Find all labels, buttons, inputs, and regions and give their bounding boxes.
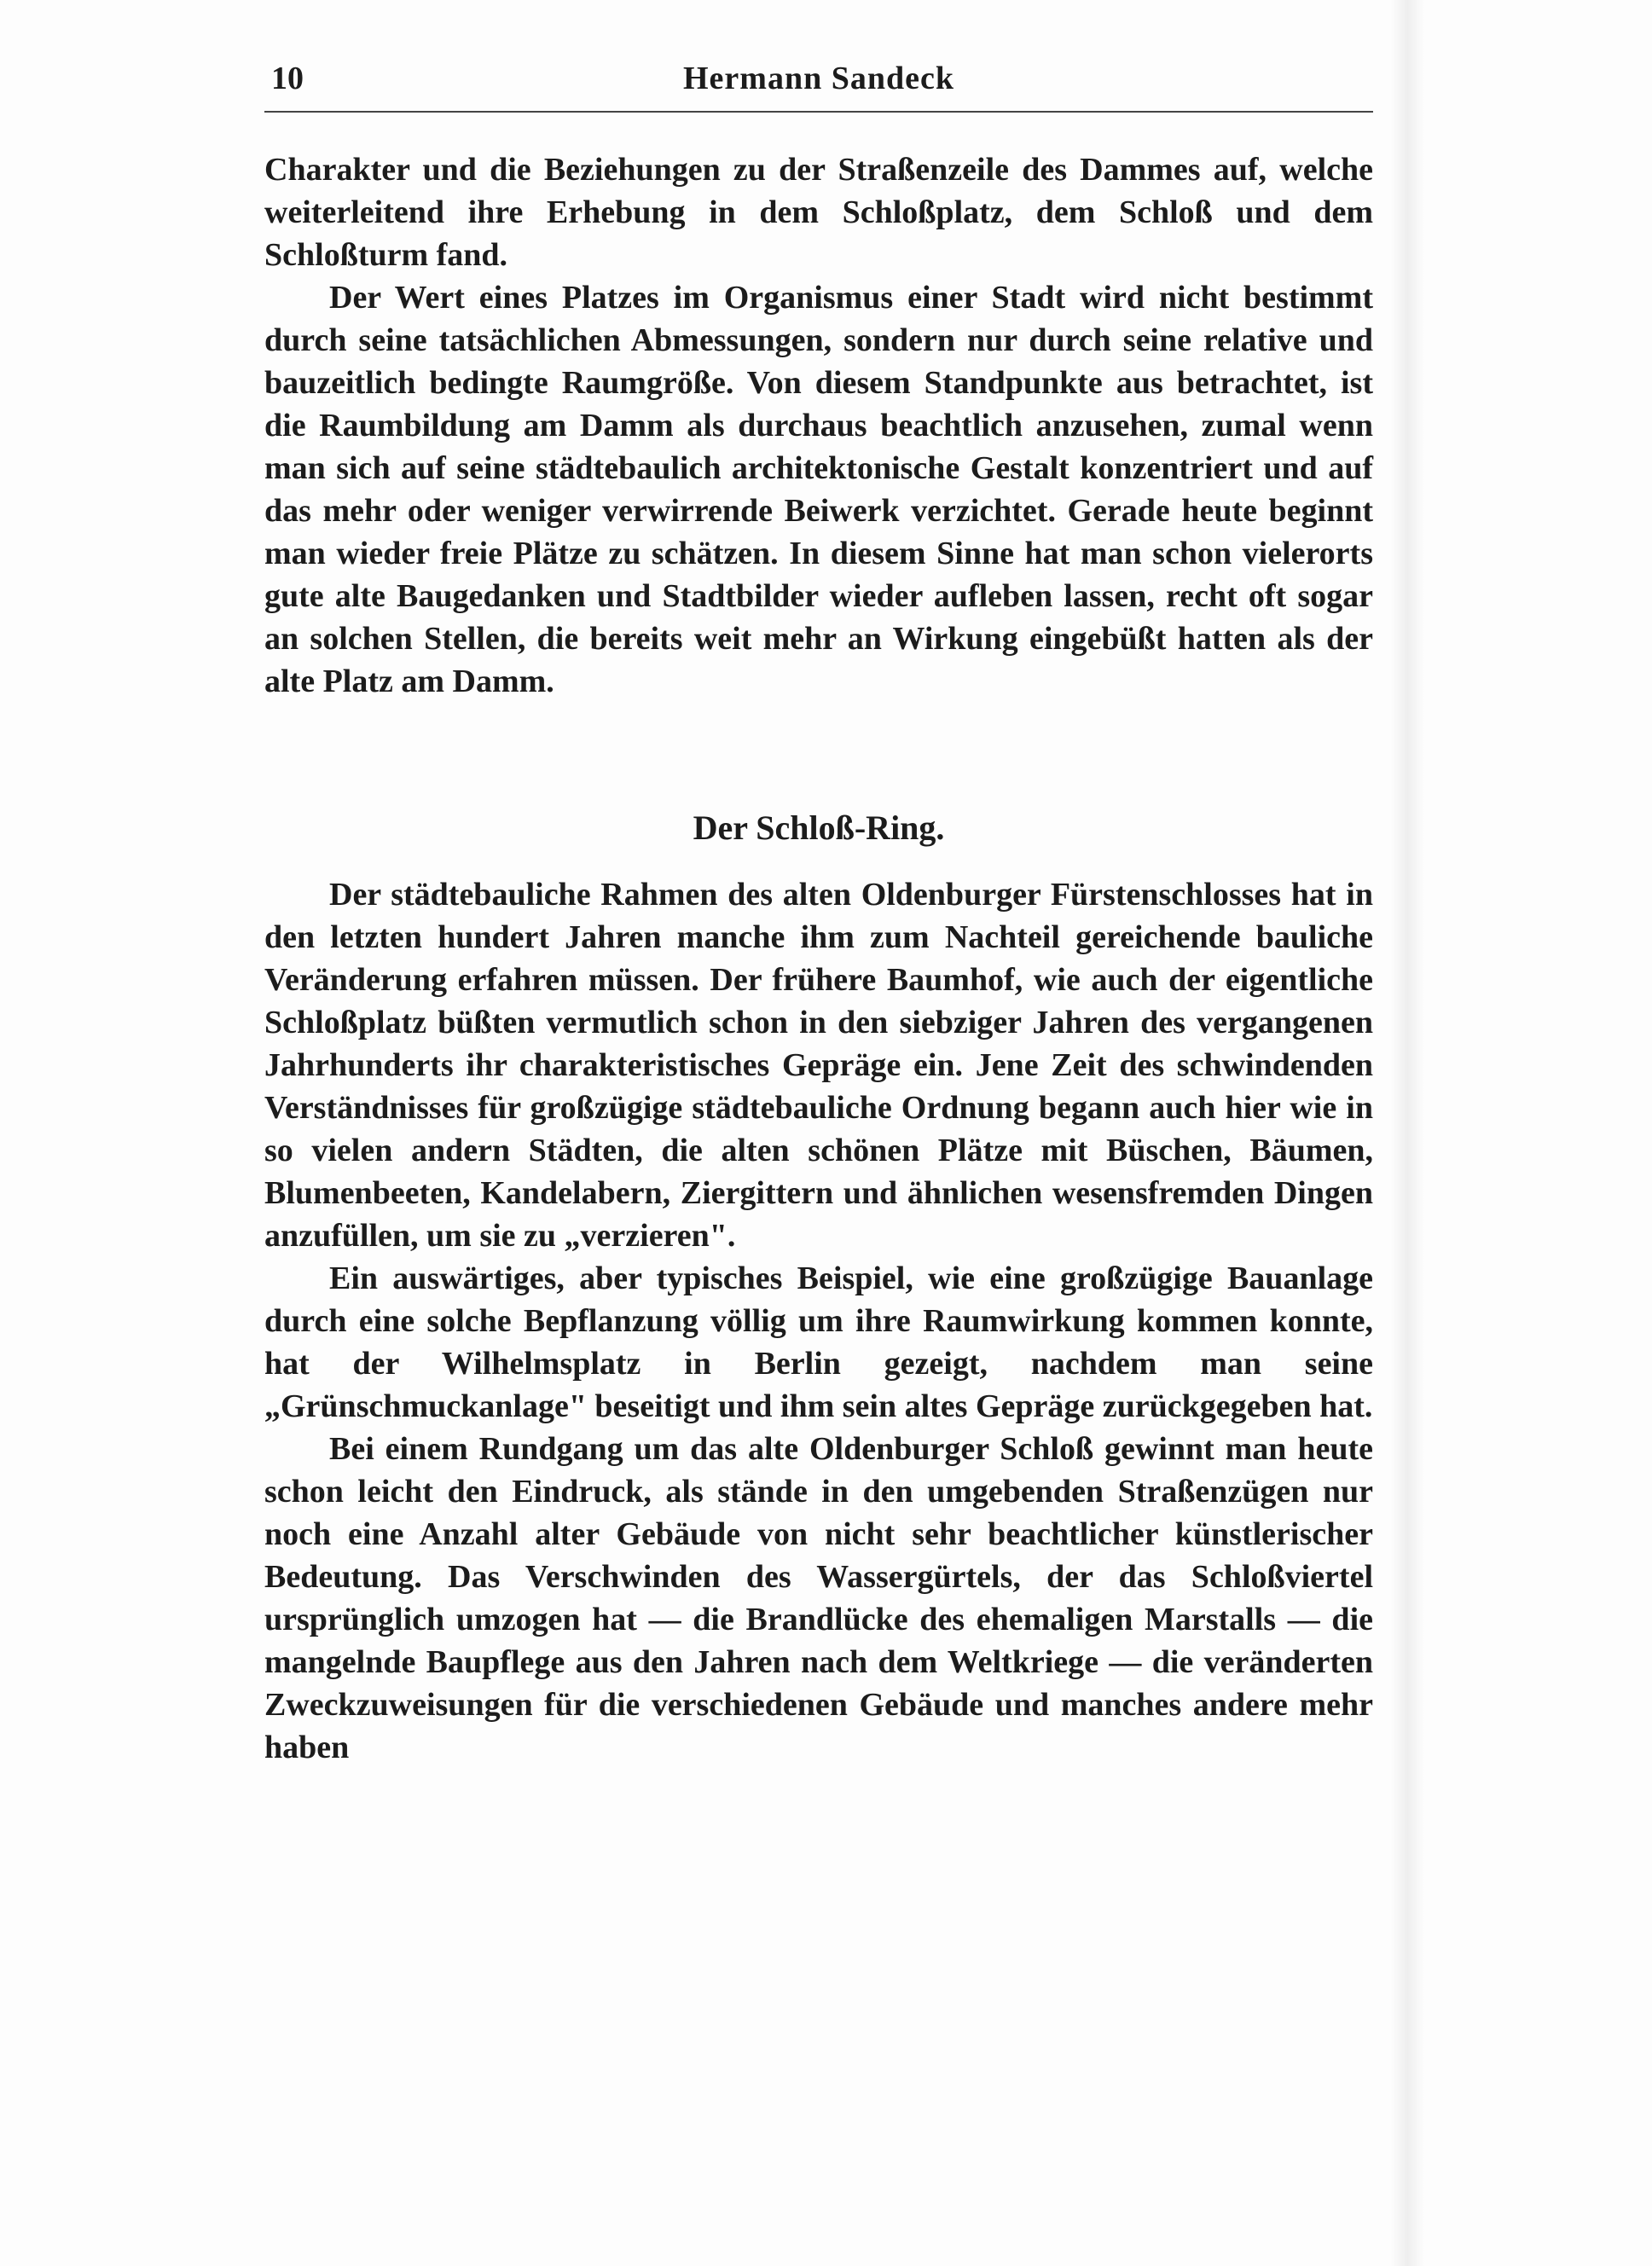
book-page [264, 51, 1373, 1769]
body-text [264, 148, 1373, 1769]
paragraph-continued: Charakter und die Beziehungen zu der Straßenzeile des Dammes auf, welche weiterleitend ihre Erhebung in dem Schloßplatz, dem Schloß und dem Schloßturm fand. [264, 152, 1373, 273]
running-header [264, 51, 1373, 113]
paragraph: Der Wert eines Platzes im Organismus einer Stadt wird nicht bestimmt durch seine tatsächlichen Abmessungen, sondern nur durch seine relative und bauzeitlich bedingte Raumgröße. Von diesem Standpunkte aus betrachtet, ist die Raumbildung am Damm als durchaus beachtlich anzusehen, zumal wenn man sich auf seine städtebaulich architektonische Gestalt konzentriert und auf das mehr oder weniger verwirrende Beiwerk verzichtet. Gerade heute beginnt man wieder freie Plätze zu schätzen. In diesem Sinne hat man schon vielerorts gute alte Baugedanken und Stadtbilder wieder aufleben lassen, recht oft sogar an solchen Stellen, die bereits weit mehr an Wirkung eingebüßt hatten als der alte Platz am Damm. [264, 280, 1373, 699]
paragraph: Ein auswärtiges, aber typisches Beispiel, wie eine großzügige Bauanlage durch eine solche Bepflanzung völlig um ihre Raumwirkung kommen konnte, hat der Wilhelmsplatz in Berlin gezeigt, nachdem man seine „Grünschmuckanlage" beseitigt und ihm sein altes Gepräge zurückgegeben hat. [264, 1260, 1373, 1424]
scan-edge-shadow [1390, 0, 1424, 2266]
running-title: Hermann Sandeck [683, 61, 954, 96]
page-number: 10 [271, 61, 304, 96]
paragraph: Der städtebauliche Rahmen des alten Oldenburger Fürstenschlosses hat in den letzten hundert Jahren manche ihm zum Nachteil gereichende bauliche Veränderung erfahren müssen. Der frühere Baumhof, wie auch der eigentliche Schloßplatz büßten vermutlich schon in den siebziger Jahren des vergangenen Jahrhunderts ihr charakteristisches Gepräge ein. Jene Zeit des schwindenden Verständnisses für großzügige städtebauliche Ordnung begann auch hier wie in so vielen andern Städten, die alten schönen Plätze mit Büschen, Bäumen, Blumenbeeten, Kandelabern, Ziergittern und ähnlichen wesensfremden Dingen anzufüllen, um sie zu „verzieren". [264, 877, 1373, 1254]
section-heading: Der Schloß-Ring. [693, 808, 945, 847]
paragraph: Bei einem Rundgang um das alte Oldenburger Schloß gewinnt man heute schon leicht den Eindruck, als stände in den umgebenden Straßenzügen nur noch eine Anzahl alter Gebäude von nicht sehr beachtlicher künstlerischer Bedeutung. Das Verschwinden des Wassergürtels, der das Schloßviertel ursprünglich umzogen hat — die Brandlücke des ehemaligen Marstalls — die mangelnde Baupflege aus den Jahren nach dem Weltkriege — die veränderten Zweckzuweisungen für die verschiedenen Gebäude und manches andere mehr haben [264, 1431, 1373, 1765]
